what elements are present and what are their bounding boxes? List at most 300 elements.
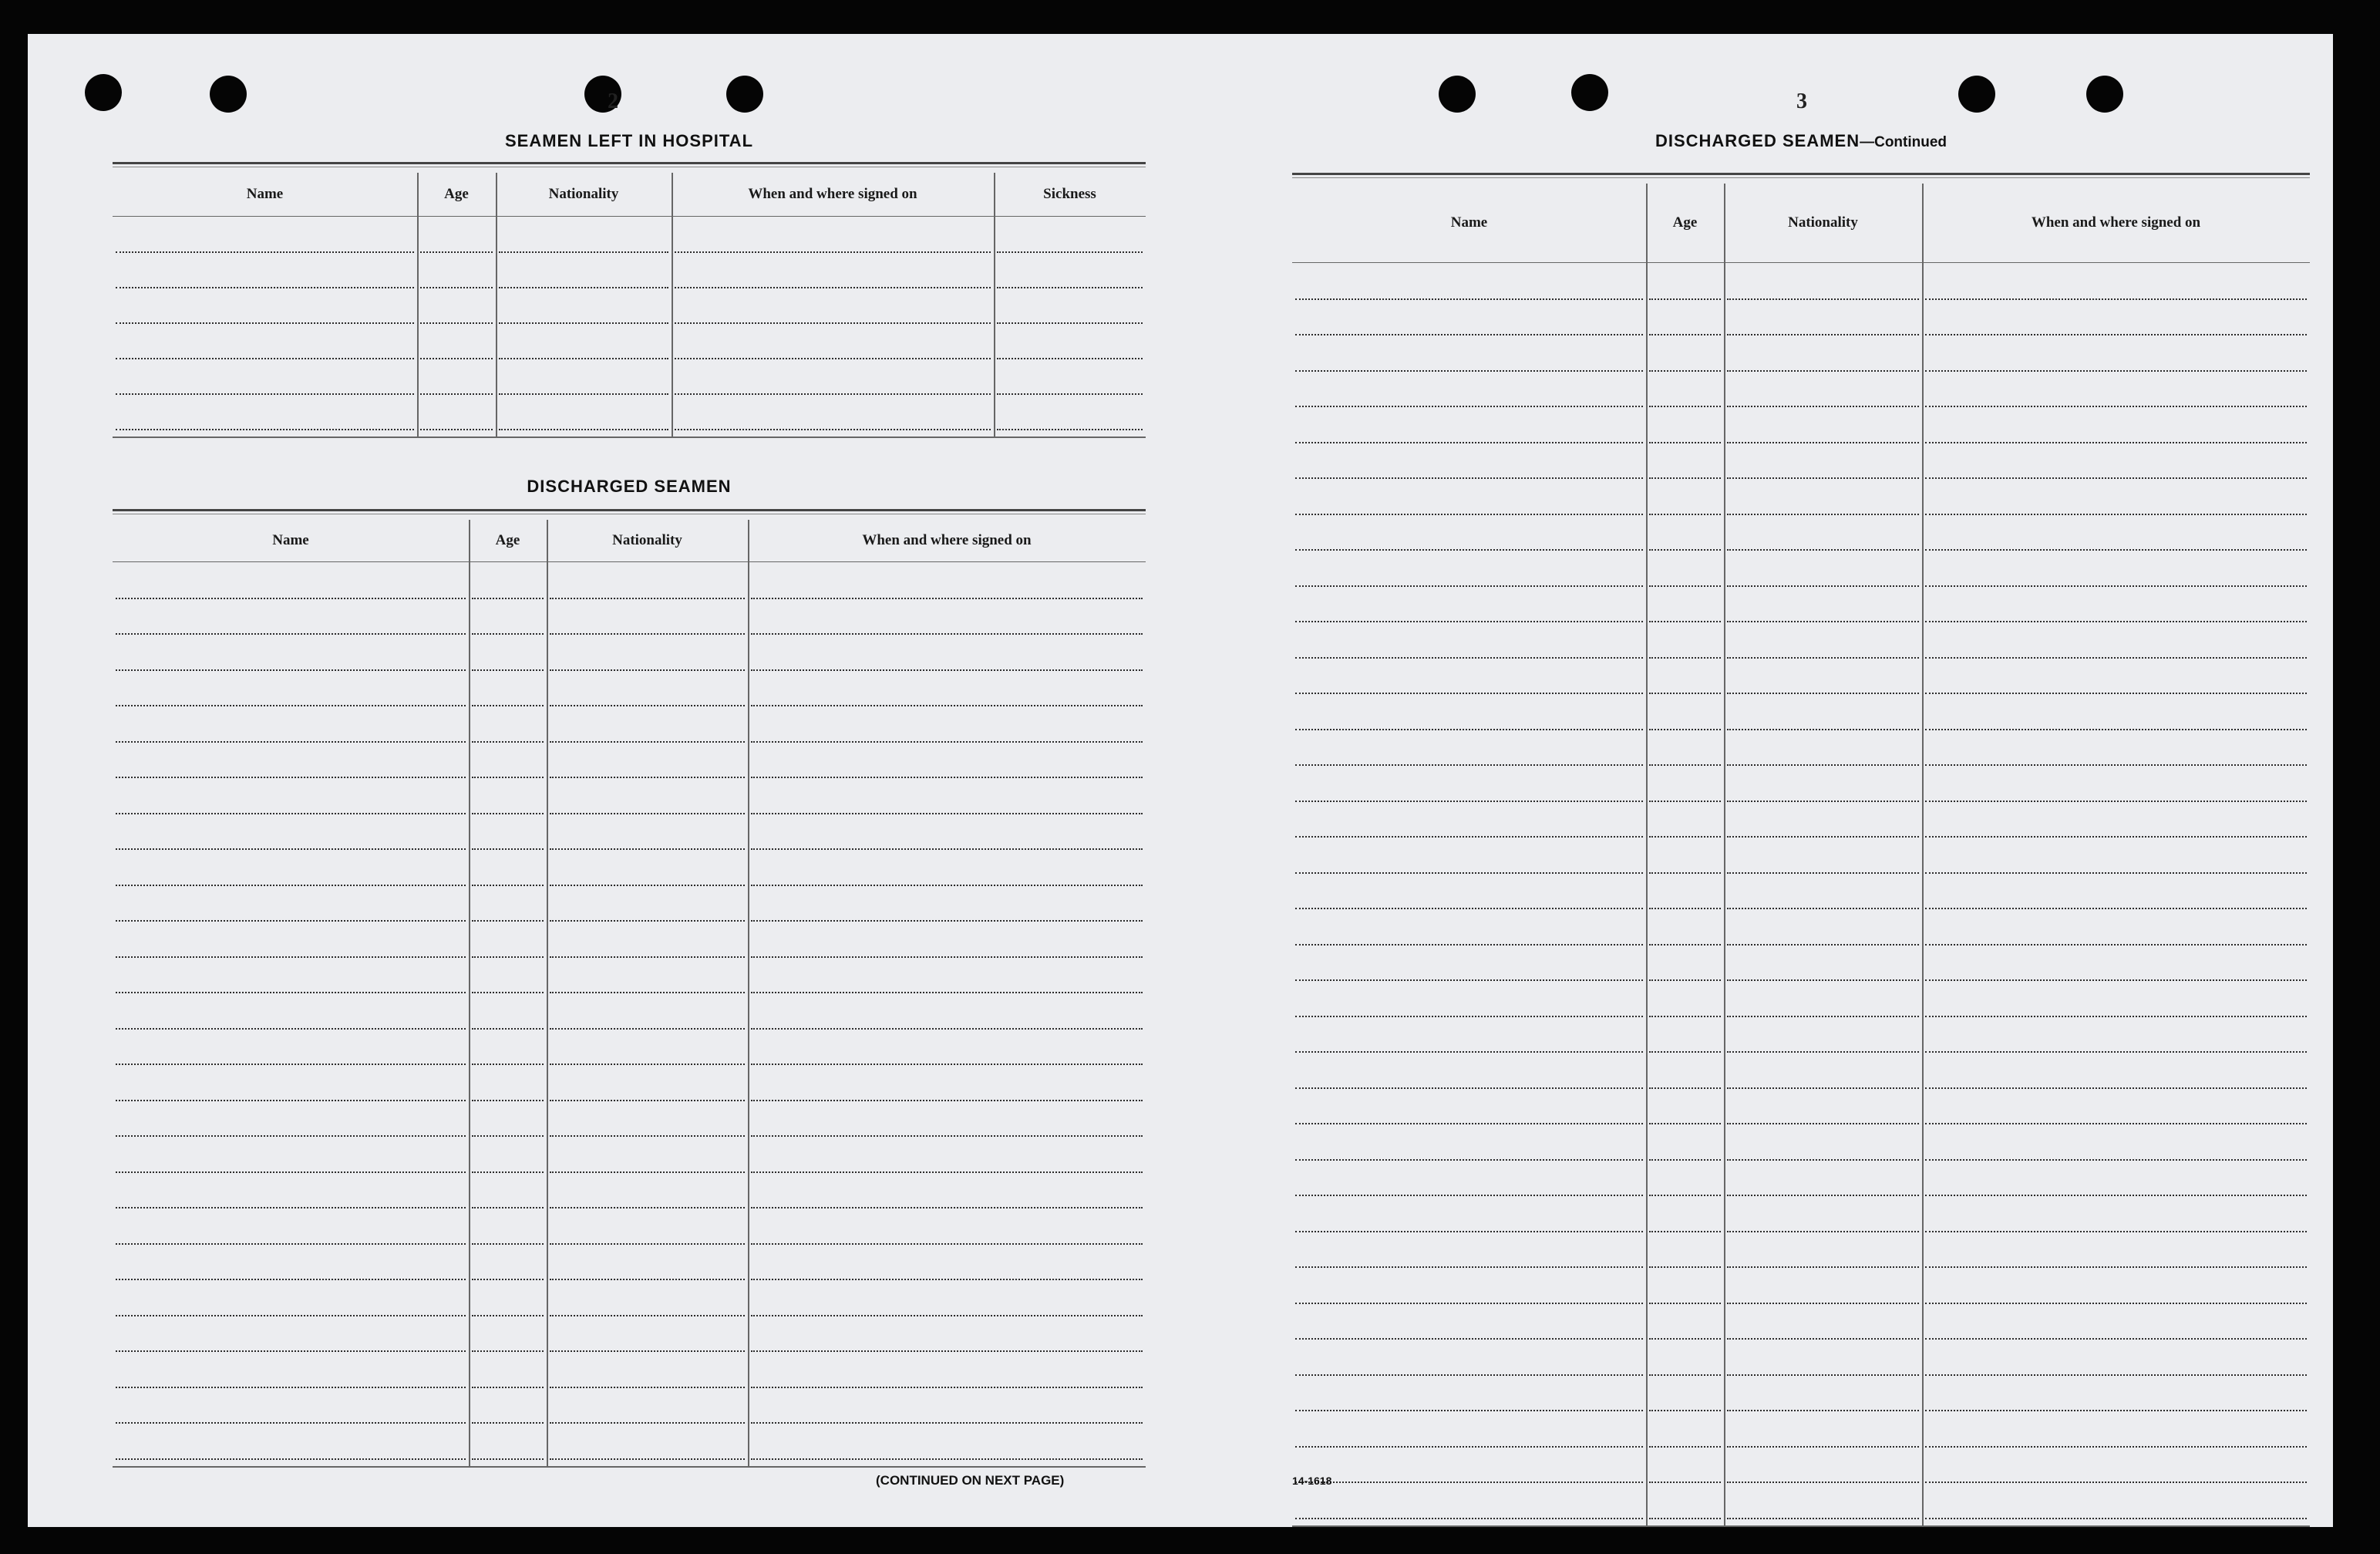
entry-line[interactable]: [1649, 442, 1721, 443]
header-bottom-rule: [113, 561, 1146, 562]
entry-line[interactable]: [1295, 872, 1643, 874]
entry-line[interactable]: [1727, 764, 1919, 766]
entry-line[interactable]: [1925, 908, 2307, 909]
entry-line[interactable]: [1295, 585, 1643, 587]
entry-line[interactable]: [116, 1422, 466, 1424]
entry-line[interactable]: [751, 956, 1143, 958]
entry-line[interactable]: [751, 1387, 1143, 1388]
entry-line[interactable]: [420, 251, 493, 253]
entry-line[interactable]: [1649, 1482, 1721, 1483]
entry-line[interactable]: [1649, 872, 1721, 874]
entry-line[interactable]: [1727, 1338, 1919, 1340]
entry-line[interactable]: [1925, 1231, 2307, 1232]
entry-line[interactable]: [550, 813, 745, 814]
entry-line[interactable]: [116, 251, 414, 253]
entry-line[interactable]: [499, 393, 668, 395]
entry-line[interactable]: [550, 1350, 745, 1352]
entry-line[interactable]: [751, 1064, 1143, 1065]
entry-line[interactable]: [550, 1315, 745, 1316]
entry-line[interactable]: [1649, 1087, 1721, 1089]
entry-line[interactable]: [1649, 477, 1721, 479]
entry-line[interactable]: [550, 1171, 745, 1173]
entry-line[interactable]: [751, 669, 1143, 671]
entry-line[interactable]: [472, 1350, 544, 1352]
entry-line[interactable]: [1649, 908, 1721, 909]
entry-line[interactable]: [472, 598, 544, 599]
entry-line[interactable]: [1649, 1410, 1721, 1411]
entry-line[interactable]: [1295, 729, 1643, 730]
entry-line[interactable]: [1649, 979, 1721, 981]
entry-line[interactable]: [997, 251, 1143, 253]
entry-line[interactable]: [1295, 477, 1643, 479]
entry-line[interactable]: [1727, 1266, 1919, 1268]
column-divider: [748, 520, 749, 1466]
entry-line[interactable]: [1295, 1518, 1643, 1519]
entry-line[interactable]: [116, 885, 466, 886]
hospital-table: [113, 162, 1146, 494]
entry-line[interactable]: [550, 1279, 745, 1280]
entry-line[interactable]: [1649, 1123, 1721, 1124]
entry-line[interactable]: [1649, 657, 1721, 659]
entry-line[interactable]: [116, 956, 466, 958]
entry-line[interactable]: [472, 1387, 544, 1388]
entry-line[interactable]: [116, 322, 414, 324]
entry-line[interactable]: [1295, 836, 1643, 838]
entry-line[interactable]: [472, 1207, 544, 1208]
entry-line[interactable]: [675, 322, 991, 324]
entry-line[interactable]: [1727, 1159, 1919, 1161]
entry-line[interactable]: [550, 885, 745, 886]
entry-line[interactable]: [1727, 1231, 1919, 1232]
entry-line[interactable]: [1649, 406, 1721, 407]
entry-line[interactable]: [751, 1171, 1143, 1173]
entry-line[interactable]: [1295, 1231, 1643, 1232]
entry-line[interactable]: [1727, 585, 1919, 587]
entry-line[interactable]: [116, 1279, 466, 1280]
entry-line[interactable]: [499, 287, 668, 288]
entry-line[interactable]: [1925, 1482, 2307, 1483]
entry-line[interactable]: [1295, 979, 1643, 981]
entry-line[interactable]: [1727, 1482, 1919, 1483]
entry-line[interactable]: [1925, 693, 2307, 694]
entry-line[interactable]: [1925, 1051, 2307, 1053]
entry-line[interactable]: [116, 1100, 466, 1101]
entry-line[interactable]: [1649, 1051, 1721, 1053]
entry-line[interactable]: [116, 633, 466, 635]
entry-line[interactable]: [1295, 549, 1643, 551]
entry-line[interactable]: [1295, 1266, 1643, 1268]
discharged-section-title: [113, 477, 1146, 497]
hospital-section-title-text: SEAMEN LEFT IN HOSPITAL: [504, 131, 754, 150]
entry-line[interactable]: [1925, 1195, 2307, 1196]
entry-line[interactable]: [499, 322, 668, 324]
entry-line[interactable]: [1295, 298, 1643, 300]
entry-line[interactable]: [1649, 1159, 1721, 1161]
entry-line[interactable]: [1727, 1374, 1919, 1376]
entry-line[interactable]: [472, 1458, 544, 1460]
entry-line[interactable]: [1727, 1410, 1919, 1411]
entry-line[interactable]: [550, 920, 745, 922]
entry-line[interactable]: [1295, 406, 1643, 407]
column-divider: [1922, 184, 1924, 1525]
entry-line[interactable]: [1925, 1087, 2307, 1089]
entry-line[interactable]: [1925, 442, 2307, 443]
entry-line[interactable]: [1295, 908, 1643, 909]
entry-line[interactable]: [116, 848, 466, 850]
entry-line[interactable]: [1295, 944, 1643, 946]
entry-line[interactable]: [1295, 334, 1643, 335]
entry-line[interactable]: [420, 322, 493, 324]
entry-line[interactable]: [1727, 1087, 1919, 1089]
entry-line[interactable]: [1925, 657, 2307, 659]
entry-line[interactable]: [550, 956, 745, 958]
entry-line[interactable]: [1925, 406, 2307, 407]
entry-line[interactable]: [751, 992, 1143, 993]
hospital-section-title: [113, 131, 1146, 151]
entry-line[interactable]: [1925, 1374, 2307, 1376]
page-number: 3: [1796, 89, 1807, 113]
entry-line[interactable]: [550, 705, 745, 706]
column-header: Name: [246, 186, 284, 202]
entry-line[interactable]: [751, 920, 1143, 922]
left-page: [28, 34, 1184, 1527]
entry-line[interactable]: [1727, 836, 1919, 838]
entry-line[interactable]: [1925, 1303, 2307, 1304]
entry-line[interactable]: [116, 393, 414, 395]
entry-line[interactable]: [472, 1135, 544, 1137]
entry-line[interactable]: [116, 598, 466, 599]
entry-line[interactable]: [499, 429, 668, 430]
entry-line[interactable]: [675, 358, 991, 359]
entry-line[interactable]: [1649, 729, 1721, 730]
entry-line[interactable]: [550, 777, 745, 778]
entry-line[interactable]: [472, 1243, 544, 1245]
entry-line[interactable]: [472, 956, 544, 958]
continued-note: (CONTINUED ON NEXT PAGE): [876, 1473, 1065, 1488]
entry-line[interactable]: [751, 1135, 1143, 1137]
entry-line[interactable]: [1295, 1374, 1643, 1376]
entry-line[interactable]: [1925, 1518, 2307, 1519]
entry-line[interactable]: [1925, 549, 2307, 551]
entry-line[interactable]: [997, 287, 1143, 288]
entry-line[interactable]: [472, 1028, 544, 1030]
table-top-rule: [113, 509, 1146, 514]
entry-line[interactable]: [751, 705, 1143, 706]
entry-line[interactable]: [1649, 1518, 1721, 1519]
entry-line[interactable]: [1727, 801, 1919, 802]
entry-line[interactable]: [1925, 1123, 2307, 1124]
entry-line[interactable]: [1727, 514, 1919, 515]
entry-line[interactable]: [116, 1171, 466, 1173]
page-number: 2: [608, 89, 618, 113]
entry-line[interactable]: [751, 848, 1143, 850]
entry-line[interactable]: [1727, 406, 1919, 407]
entry-line[interactable]: [1295, 514, 1643, 515]
entry-line[interactable]: [1649, 836, 1721, 838]
entry-line[interactable]: [1727, 729, 1919, 730]
entry-line[interactable]: [1925, 514, 2307, 515]
entry-line[interactable]: [1925, 764, 2307, 766]
entry-line[interactable]: [1649, 1231, 1721, 1232]
entry-line[interactable]: [1727, 1123, 1919, 1124]
entry-line[interactable]: [116, 920, 466, 922]
entry-line[interactable]: [472, 1279, 544, 1280]
entry-line[interactable]: [751, 1279, 1143, 1280]
continued-label: —Continued: [1860, 134, 1947, 150]
entry-line[interactable]: [550, 992, 745, 993]
entry-line[interactable]: [472, 813, 544, 814]
entry-line[interactable]: [751, 813, 1143, 814]
entry-line[interactable]: [472, 741, 544, 743]
entry-line[interactable]: [997, 393, 1143, 395]
entry-line[interactable]: [550, 1422, 745, 1424]
continued-section-title-text: DISCHARGED SEAMEN: [1655, 131, 1860, 150]
entry-line[interactable]: [751, 1100, 1143, 1101]
entry-line[interactable]: [116, 1243, 466, 1245]
entry-line[interactable]: [751, 1350, 1143, 1352]
entry-line[interactable]: [472, 848, 544, 850]
entry-line[interactable]: [997, 429, 1143, 430]
entry-line[interactable]: [550, 633, 745, 635]
entry-line[interactable]: [116, 1207, 466, 1208]
entry-line[interactable]: [751, 1028, 1143, 1030]
entry-line[interactable]: [1925, 1338, 2307, 1340]
entry-line[interactable]: [1649, 1374, 1721, 1376]
entry-line[interactable]: [1925, 477, 2307, 479]
entry-line[interactable]: [1925, 836, 2307, 838]
entry-line[interactable]: [550, 598, 745, 599]
entry-line[interactable]: [1295, 1410, 1643, 1411]
entry-line[interactable]: [550, 1207, 745, 1208]
entry-line[interactable]: [1925, 334, 2307, 335]
entry-line[interactable]: [1295, 1303, 1643, 1304]
entry-line[interactable]: [116, 992, 466, 993]
entry-line[interactable]: [1727, 693, 1919, 694]
entry-line[interactable]: [499, 251, 668, 253]
table-top-rule: [1292, 173, 2310, 178]
entry-line[interactable]: [675, 429, 991, 430]
entry-line[interactable]: [1727, 298, 1919, 300]
entry-line[interactable]: [472, 1064, 544, 1065]
entry-line[interactable]: [997, 322, 1143, 324]
entry-line[interactable]: [420, 393, 493, 395]
entry-line[interactable]: [1727, 1518, 1919, 1519]
entry-line[interactable]: [1925, 729, 2307, 730]
entry-line[interactable]: [1649, 801, 1721, 802]
entry-line[interactable]: [116, 429, 414, 430]
entry-line[interactable]: [1727, 1195, 1919, 1196]
entry-line[interactable]: [1295, 442, 1643, 443]
table-bottom-rule: [113, 437, 1146, 438]
entry-line[interactable]: [1925, 298, 2307, 300]
entry-line[interactable]: [1649, 1446, 1721, 1448]
entry-line[interactable]: [499, 358, 668, 359]
entry-line[interactable]: [1727, 944, 1919, 946]
entry-line[interactable]: [1649, 585, 1721, 587]
entry-line[interactable]: [1295, 801, 1643, 802]
header-bottom-rule: [1292, 262, 2310, 263]
entry-line[interactable]: [550, 1028, 745, 1030]
entry-line[interactable]: [1649, 1338, 1721, 1340]
table-bottom-rule: [113, 1466, 1146, 1468]
column-header: Age: [444, 186, 469, 202]
entry-line[interactable]: [1295, 693, 1643, 694]
entry-line[interactable]: [1295, 1338, 1643, 1340]
entry-line[interactable]: [472, 1171, 544, 1173]
entry-line[interactable]: [751, 1422, 1143, 1424]
column-divider: [469, 520, 470, 1466]
entry-line[interactable]: [116, 1387, 466, 1388]
entry-line[interactable]: [550, 669, 745, 671]
entry-line[interactable]: [1727, 334, 1919, 335]
entry-line[interactable]: [675, 393, 991, 395]
entry-line[interactable]: [1727, 549, 1919, 551]
discharged-table: [113, 509, 1146, 1493]
entry-line[interactable]: [1727, 908, 1919, 909]
entry-line[interactable]: [116, 287, 414, 288]
entry-line[interactable]: [1925, 621, 2307, 622]
entry-line[interactable]: [472, 705, 544, 706]
entry-line[interactable]: [1295, 1051, 1643, 1053]
entry-line[interactable]: [420, 358, 493, 359]
entry-line[interactable]: [1925, 944, 2307, 946]
entry-line[interactable]: [751, 1458, 1143, 1460]
column-header: When and where signed on: [862, 532, 1032, 548]
entry-line[interactable]: [550, 1135, 745, 1137]
table-bottom-rule: [1292, 1525, 2310, 1527]
entry-line[interactable]: [1649, 1266, 1721, 1268]
entry-line[interactable]: [1649, 621, 1721, 622]
column-header: Sickness: [1043, 186, 1096, 202]
entry-line[interactable]: [1727, 370, 1919, 372]
entry-line[interactable]: [1649, 514, 1721, 515]
entry-line[interactable]: [472, 633, 544, 635]
entry-line[interactable]: [1925, 1410, 2307, 1411]
entry-line[interactable]: [751, 598, 1143, 599]
entry-line[interactable]: [1295, 621, 1643, 622]
entry-line[interactable]: [1649, 1303, 1721, 1304]
entry-line[interactable]: [1925, 1446, 2307, 1448]
entry-line[interactable]: [420, 429, 493, 430]
entry-line[interactable]: [1295, 1195, 1643, 1196]
entry-line[interactable]: [1727, 442, 1919, 443]
column-divider: [417, 173, 419, 437]
entry-line[interactable]: [1295, 764, 1643, 766]
entry-line[interactable]: [116, 777, 466, 778]
entry-line[interactable]: [472, 885, 544, 886]
entry-line[interactable]: [550, 1064, 745, 1065]
entry-line[interactable]: [1649, 370, 1721, 372]
column-header: Nationality: [548, 186, 619, 202]
entry-line[interactable]: [997, 358, 1143, 359]
column-header: Age: [495, 532, 520, 548]
entry-line[interactable]: [116, 1350, 466, 1352]
entry-line[interactable]: [751, 885, 1143, 886]
entry-line[interactable]: [1727, 1051, 1919, 1053]
entry-line[interactable]: [550, 1458, 745, 1460]
entry-line[interactable]: [472, 777, 544, 778]
entry-line[interactable]: [1727, 657, 1919, 659]
entry-line[interactable]: [472, 1422, 544, 1424]
entry-line[interactable]: [1295, 1016, 1643, 1017]
entry-line[interactable]: [1649, 298, 1721, 300]
entry-line[interactable]: [116, 358, 414, 359]
entry-line[interactable]: [116, 669, 466, 671]
entry-line[interactable]: [116, 1028, 466, 1030]
entry-line[interactable]: [751, 1207, 1143, 1208]
entry-line[interactable]: [472, 1315, 544, 1316]
entry-line[interactable]: [675, 287, 991, 288]
entry-line[interactable]: [116, 1064, 466, 1065]
entry-line[interactable]: [1295, 370, 1643, 372]
entry-line[interactable]: [550, 1243, 745, 1245]
entry-line[interactable]: [1727, 477, 1919, 479]
entry-line[interactable]: [550, 848, 745, 850]
entry-line[interactable]: [1925, 370, 2307, 372]
column-divider: [1724, 184, 1725, 1525]
entry-line[interactable]: [116, 1315, 466, 1316]
entry-line[interactable]: [1727, 872, 1919, 874]
entry-line[interactable]: [751, 777, 1143, 778]
entry-line[interactable]: [1727, 1446, 1919, 1448]
entry-line[interactable]: [1649, 549, 1721, 551]
entry-line[interactable]: [751, 741, 1143, 743]
entry-line[interactable]: [116, 1135, 466, 1137]
entry-line[interactable]: [1649, 334, 1721, 335]
entry-line[interactable]: [550, 1100, 745, 1101]
entry-line[interactable]: [1925, 585, 2307, 587]
entry-line[interactable]: [1925, 1016, 2307, 1017]
entry-line[interactable]: [1295, 1087, 1643, 1089]
entry-line[interactable]: [1649, 764, 1721, 766]
entry-line[interactable]: [550, 741, 745, 743]
entry-line[interactable]: [1727, 621, 1919, 622]
entry-line[interactable]: [1925, 801, 2307, 802]
entry-line[interactable]: [1295, 1446, 1643, 1448]
entry-line[interactable]: [1649, 1016, 1721, 1017]
entry-line[interactable]: [472, 992, 544, 993]
entry-line[interactable]: [1295, 1482, 1643, 1483]
entry-line[interactable]: [1925, 872, 2307, 874]
entry-line[interactable]: [1295, 1159, 1643, 1161]
entry-line[interactable]: [116, 1458, 466, 1460]
entry-line[interactable]: [1295, 1123, 1643, 1124]
entry-line[interactable]: [1727, 1016, 1919, 1017]
entry-line[interactable]: [751, 633, 1143, 635]
entry-line[interactable]: [1727, 1303, 1919, 1304]
entry-line[interactable]: [116, 813, 466, 814]
entry-line[interactable]: [472, 669, 544, 671]
entry-line[interactable]: [472, 1100, 544, 1101]
entry-line[interactable]: [550, 1387, 745, 1388]
entry-line[interactable]: [1295, 657, 1643, 659]
entry-line[interactable]: [1925, 1266, 2307, 1268]
entry-line[interactable]: [1925, 1159, 2307, 1161]
entry-line[interactable]: [116, 705, 466, 706]
entry-line[interactable]: [116, 741, 466, 743]
entry-line[interactable]: [1649, 693, 1721, 694]
entry-line[interactable]: [420, 287, 493, 288]
entry-line[interactable]: [1925, 979, 2307, 981]
entry-line[interactable]: [1649, 1195, 1721, 1196]
entry-line[interactable]: [751, 1243, 1143, 1245]
entry-line[interactable]: [472, 920, 544, 922]
entry-line[interactable]: [751, 1315, 1143, 1316]
entry-line[interactable]: [1649, 944, 1721, 946]
entry-line[interactable]: [1727, 979, 1919, 981]
entry-line[interactable]: [675, 251, 991, 253]
column-header: When and where signed on: [748, 186, 917, 202]
